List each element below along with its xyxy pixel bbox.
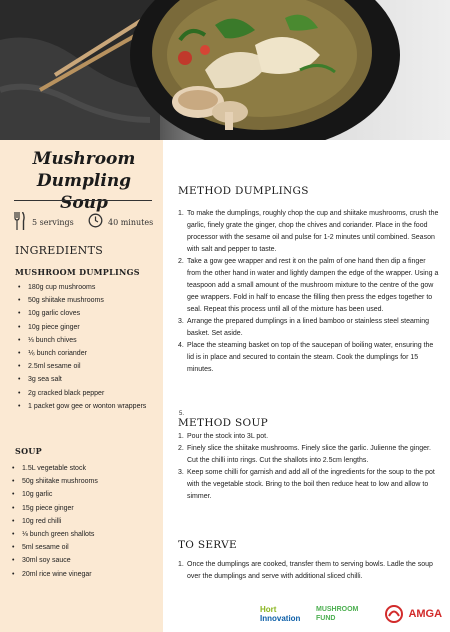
soup-ingredient-list (10, 462, 155, 581)
step-text: Arrange the prepared dumplings in a lined bamboo or stainless steel steaming basket. Set aside. (187, 318, 430, 337)
ingredient-item: • 10g piece ginger (16, 321, 156, 334)
amga-emblem-icon (384, 604, 404, 624)
ingredient-item: • 3g sea salt (16, 373, 156, 386)
method-dumplings-heading: METHOD DUMPLINGS (178, 185, 309, 197)
method-step (178, 256, 440, 316)
method-step (178, 467, 440, 503)
hero-photo (0, 0, 450, 140)
recipe-title: Mushroom Dumpling Soup (32, 149, 136, 213)
step-number: 3. (178, 469, 184, 476)
step-text: To make the dumplings, roughly chop the cup and shiitake mushrooms, crush the garlic, finely grate the ginger, chop the chives and coriander. Place in the food processor with the sesame oil and pulse for 1-2 minutes until combined. Season with salt and pepper to taste. (187, 210, 439, 253)
method-step (178, 208, 440, 256)
method-step (178, 559, 440, 583)
step-text: Take a gow gee wrapper and rest it on the palm of one hand then dip a finger from the other hand in water and lightly dampen the edge of the wrapper. Using a teaspoon add a small amount of the mushroom mixture to the centre of the gow gee wrappers. Fold in half to encase the filling then press the edges together to seal. Repeat this process until all of the mixture has been used. (187, 258, 439, 313)
ingredient-item: • 50g shiitake mushrooms (16, 294, 156, 307)
ingredients-panel (0, 140, 163, 632)
ingredient-item: • 20ml rice wine vinegar (10, 568, 155, 581)
fund-logo-line2: FUND (316, 615, 336, 622)
time-label: 40 minutes (108, 218, 154, 227)
step-number: 1. (178, 210, 184, 217)
stray-step-number: 5. (179, 411, 185, 417)
amga-logo-text: AMGA (408, 608, 443, 620)
ingredient-item: • 1 packet gow gee or wonton wrappers (16, 400, 156, 413)
amga-logo (384, 604, 442, 624)
ingredient-item: • 5ml sesame oil (10, 541, 155, 554)
method-soup-heading: METHOD SOUP (178, 417, 268, 429)
ingredient-item: • 10g red chilli (10, 515, 155, 528)
step-text: Keep some chilli for garnish and add all of the ingredients for the soup to the pot with the vegetable stock. Bring to the boil then reduce heat to low and allow to simmer. (187, 469, 435, 500)
step-text: Finely slice the shiitake mushrooms. Finely slice the garlic. Julienne the ginger. Cut the chilli into rings. Cut the shallots into 2.5cm lengths. (187, 445, 431, 464)
step-text: Once the dumplings are cooked, transfer them to serving bowls. Ladle the soup over the dumplings and serve with additional sliced chilli. (187, 561, 433, 580)
ingredient-item: • 50g shiitake mushrooms (10, 475, 155, 488)
method-step (178, 340, 440, 376)
step-text: Place the steaming basket on top of the saucepan of boiling water, ensuring the lid is in place and secured to contain the steam. Cook the dumplings for 15 minutes. (187, 342, 434, 373)
method-step (178, 431, 440, 443)
hort-logo-line2: Innovation (260, 614, 301, 623)
ingredient-item: • ⅙ bunch coriander (16, 347, 156, 360)
ingredient-item: • 15g piece ginger (10, 502, 155, 515)
hort-innovation-logo (260, 605, 300, 623)
ingredient-item: • 30ml soy sauce (10, 554, 155, 567)
ingredient-item: • ⅓ bunch chives (16, 334, 156, 347)
ingredients-heading: INGREDIENTS (15, 244, 104, 257)
ingredient-item: • 2g cracked black pepper (16, 387, 156, 400)
clock-icon (88, 213, 103, 230)
method-step (178, 316, 440, 340)
to-serve-heading: TO SERVE (178, 539, 237, 551)
step-number: 2. (178, 445, 184, 452)
method-dumplings-steps (178, 208, 440, 376)
cutlery-icon (14, 212, 25, 232)
step-number: 1. (178, 561, 184, 568)
fund-logo-line1: MUSHROOM (316, 606, 359, 613)
ingredient-item: • ⅛ bunch green shallots (10, 528, 155, 541)
ingredient-item: • 1.5L vegetable stock (10, 462, 155, 475)
dumplings-subheading: MUSHROOM DUMPLINGS (15, 267, 140, 277)
ingredient-item: • 10g garlic cloves (16, 307, 156, 320)
servings-label: 5 servings (32, 218, 74, 227)
method-step (178, 443, 440, 467)
ingredient-item: • 2.5ml sesame oil (16, 360, 156, 373)
title-divider (14, 200, 152, 201)
dumplings-ingredient-list (16, 281, 156, 413)
to-serve-steps (178, 559, 440, 583)
step-number: 1. (178, 433, 184, 440)
step-number: 4. (178, 342, 184, 349)
step-text: Pour the stock into 3L pot. (187, 433, 269, 440)
ingredient-item: • 10g garlic (10, 488, 155, 501)
method-soup-steps (178, 431, 440, 503)
mushroom-fund-logo (316, 605, 358, 623)
hort-logo-line1: Hort (260, 605, 277, 614)
ingredient-item: • 180g cup mushrooms (16, 281, 156, 294)
soup-subheading: SOUP (15, 446, 42, 456)
step-number: 2. (178, 258, 184, 265)
step-number: 3. (178, 318, 184, 325)
